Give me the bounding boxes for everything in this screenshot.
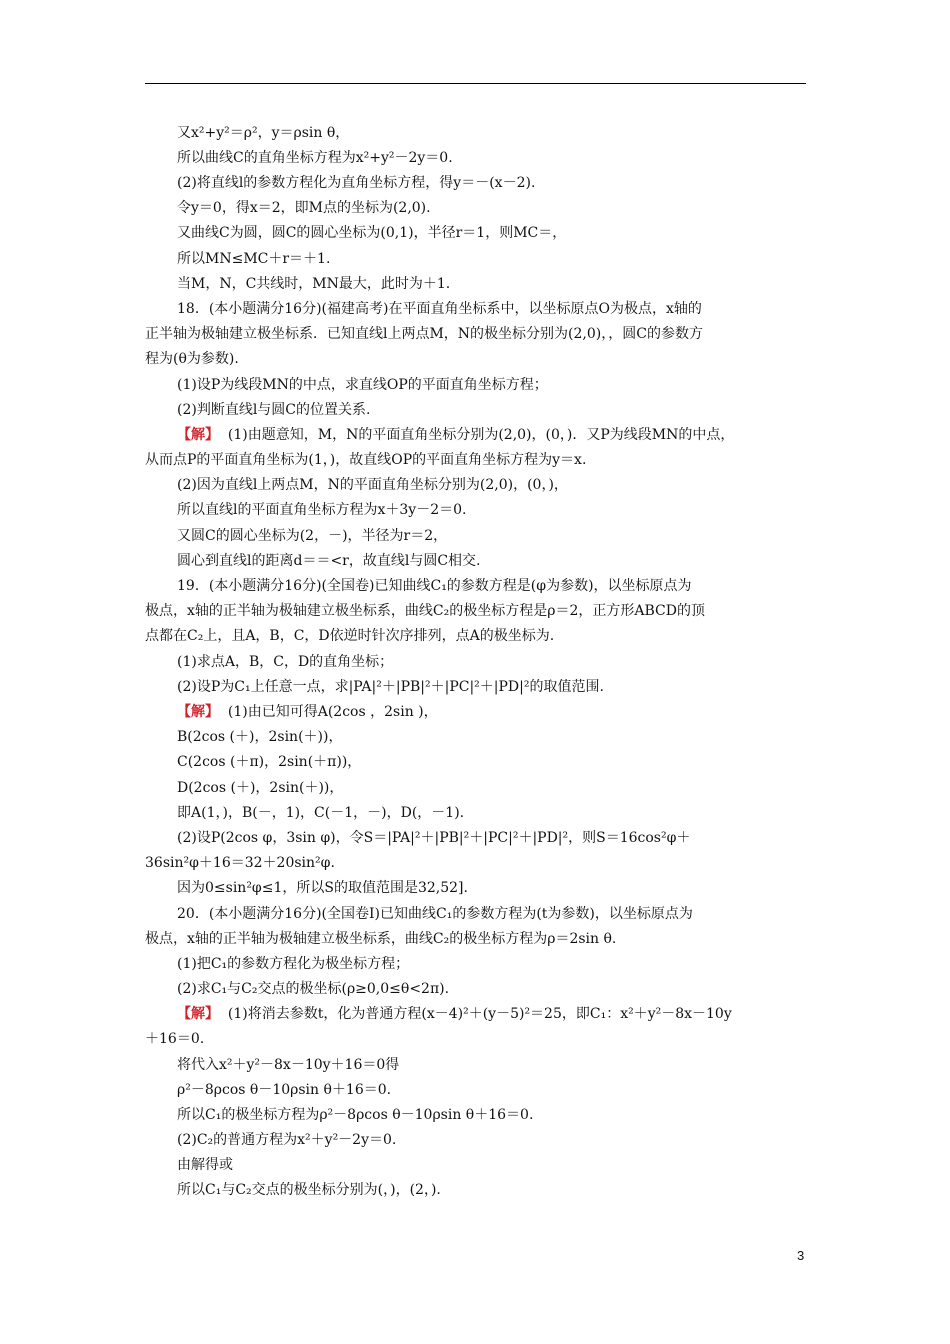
text-line: (1)求点A，B，C，D的直角坐标； xyxy=(177,654,394,670)
text-line: C(2cos (＋π)，2sin(＋π))， xyxy=(177,754,362,770)
text-line: D(2cos (＋)，2sin(＋))， xyxy=(177,780,344,796)
text-line: 因为0≤sin²φ≤1，所以S的取值范围是32,52]. xyxy=(177,880,468,896)
text-line: 所以C₁与C₂交点的极坐标分别为(，)，(2，). xyxy=(177,1182,441,1198)
text-line: (2)设P(2cos φ，3sin φ)，令S＝|PA|²＋|PB|²＋|PC|²＋|PD|²，则S＝16cos²φ＋ xyxy=(177,830,691,846)
solution-tag: 【解】 xyxy=(177,427,219,443)
text-line: (2)设P为C₁上任意一点，求|PA|²＋|PB|²＋|PC|²＋|PD|²的取值范围. xyxy=(177,679,604,695)
text-line: ρ²－8ρcos θ－10ρsin θ＋16＝0. xyxy=(177,1082,392,1098)
text-line: 从而点P的平面直角坐标为(1，)，故直线OP的平面直角坐标方程为y＝x. xyxy=(145,452,587,468)
text-line: (2)判断直线l与圆C的位置关系. xyxy=(177,402,371,418)
text-line: 将代入x²＋y²－8x－10y＋16＝0得 xyxy=(177,1057,400,1073)
text-line: 极点，x轴的正半轴为极轴建立极坐标系，曲线C₂的极坐标方程是ρ＝2，正方形ABCD的顶 xyxy=(145,603,705,619)
text-line: (2)将直线l的参数方程化为直角坐标方程，得y＝－(x－2). xyxy=(177,175,536,191)
text-line: (2)C₂的普通方程为x²＋y²－2y＝0. xyxy=(177,1132,397,1148)
solution-line: 【解】 (1)将消去参数t，化为普通方程(x－4)²＋(y－5)²＝25，即C₁：x²＋y²－8x－10y xyxy=(177,1006,732,1022)
page-number: 3 xyxy=(797,1248,805,1263)
text-line: (2)求C₁与C₂交点的极坐标(ρ≥0,0≤θ<2π). xyxy=(177,981,450,997)
text-line: 所以曲线C的直角坐标方程为x²+y²－2y＝0. xyxy=(177,150,453,166)
text-line: 36sin²φ＋16＝32＋20sin²φ. xyxy=(145,855,335,871)
text-line: 程为(θ为参数). xyxy=(145,351,239,367)
text-line: 又圆C的圆心坐标为(2，－)，半径为r＝2， xyxy=(177,528,448,544)
text-line: 又x²+y²＝ρ²，y＝ρsin θ， xyxy=(177,125,350,141)
text-line: 所以C₁的极坐标方程为ρ²－8ρcos θ－10ρsin θ＋16＝0. xyxy=(177,1107,534,1123)
text-line: (2)因为直线l上两点M，N的平面直角坐标分别为(2,0)，(0，)， xyxy=(177,477,568,493)
problem-18-heading: 18．(本小题满分16分)(福建高考)在平面直角坐标系中，以坐标原点O为极点，x轴的 xyxy=(177,301,702,317)
text-line: 圆心到直线l的距离d＝＝<r，故直线l与圆C相交. xyxy=(177,553,481,569)
header-rule xyxy=(145,83,806,84)
text-line: 即A(1，)，B(－，1)，C(－1，－)，D(，－1). xyxy=(177,805,465,821)
solution-tag: 【解】 xyxy=(177,1006,219,1022)
text-line: 令y＝0，得x＝2，即M点的坐标为(2,0). xyxy=(177,200,431,216)
text-line: ＋16＝0. xyxy=(145,1031,205,1047)
text-line: 极点，x轴的正半轴为极轴建立极坐标系，曲线C₂的极坐标方程为ρ＝2sin θ. xyxy=(145,931,617,947)
text-line: (1)设P为线段MN的中点，求直线OP的平面直角坐标方程； xyxy=(177,377,548,393)
text-line: (1)把C₁的参数方程化为极坐标方程； xyxy=(177,956,410,972)
solution-line: 【解】 (1)由题意知，M，N的平面直角坐标分别为(2,0)，(0，)．又P为线段MN的中点， xyxy=(177,427,735,443)
text-line: 由解得或 xyxy=(177,1157,233,1173)
problem-19-heading: 19．(本小题满分16分)(全国卷)已知曲线C₁的参数方程是(φ为参数)，以坐标原点为 xyxy=(177,578,692,594)
solution-tag: 【解】 xyxy=(177,704,219,720)
text-line: 当M，N，C共线时，MN最大，此时为＋1. xyxy=(177,276,451,292)
text-line: 点都在C₂上，且A，B，C，D依逆时针次序排列，点A的极坐标为. xyxy=(145,628,555,644)
text-line: B(2cos (＋)，2sin(＋))， xyxy=(177,729,343,745)
text-line: 又曲线C为圆，圆C的圆心坐标为(0,1)，半径r＝1，则MC＝， xyxy=(177,225,567,241)
text-line: 所以直线l的平面直角坐标方程为x＋3y－2＝0. xyxy=(177,502,467,518)
text-line: 所以MN≤MC＋r＝＋1. xyxy=(177,251,331,267)
text-line: 正半轴为极轴建立极坐标系．已知直线l上两点M，N的极坐标分别为(2,0)，，圆C的参数方 xyxy=(145,326,703,342)
solution-line: 【解】 (1)由已知可得A(2cos ，2sin )， xyxy=(177,704,438,720)
problem-20-heading: 20．(本小题满分16分)(全国卷Ⅰ)已知曲线C₁的参数方程为(t为参数)，以坐标原点为 xyxy=(177,906,693,922)
